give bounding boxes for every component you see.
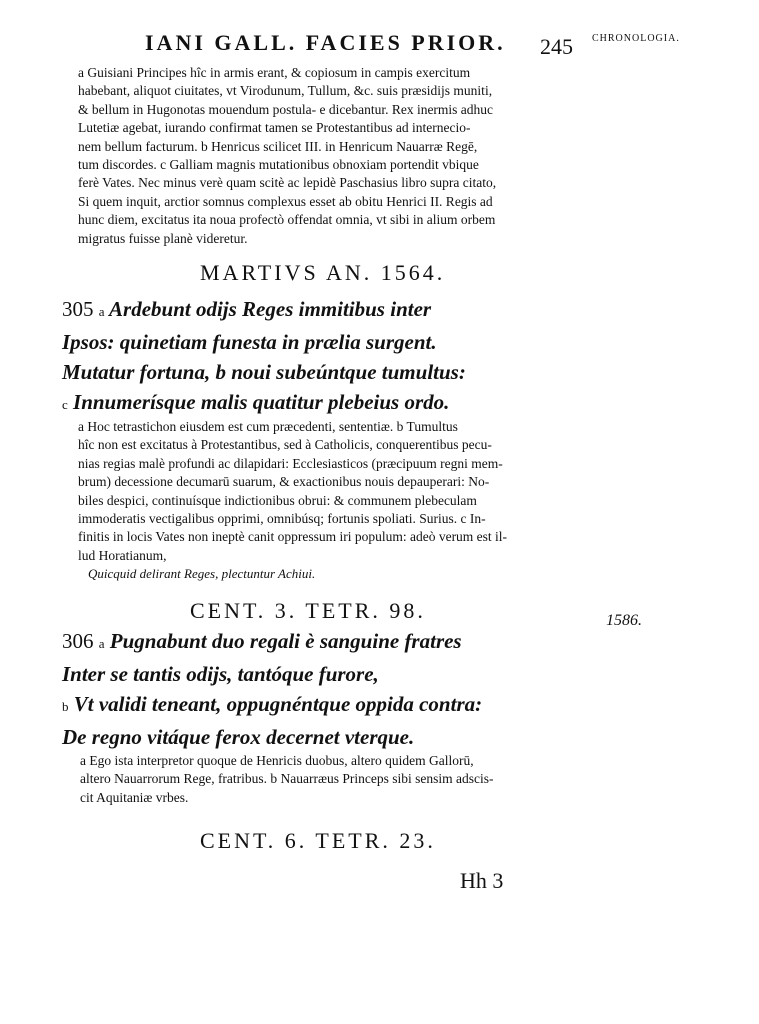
note-mark: c	[62, 397, 68, 412]
verse-line: Ipsos: quinetiam funesta in prælia surgent.	[62, 330, 437, 354]
margin-note-chronologia: CHRONOLOGIA.	[592, 33, 680, 44]
verse-line: Pugnabunt duo regali è sanguine fratres	[109, 629, 462, 653]
verse-line: De regno vitáque ferox decernet vterque.	[62, 725, 415, 749]
verse-line: Inter se tantis odijs, tantóque furore,	[62, 662, 379, 686]
commentary-line: Si quem inquit, arctior somnus complexus esset ab obitu Henrici II. Regis ad	[78, 193, 493, 209]
commentary-line: lud Horatianum,	[78, 547, 167, 563]
side-year: 1586.	[606, 612, 642, 629]
commentary-line: finitis in locis Vates non ineptè canit oppressum iri populum: adeò verum est il-	[78, 529, 508, 545]
commentary-line: nias regias malè profundi ac dilapidari: Ecclesiasticos (præcipuum regni mem-	[78, 455, 503, 471]
page-number: 245	[540, 34, 573, 59]
verse-line: Ardebunt odijs Reges immitibus inter	[109, 297, 432, 321]
commentary-line: tum discordes. c Galliam magnis mutationibus obnoxiam portendit vbique	[78, 157, 479, 173]
commentary-line: biles despici, continuísque indictionibus obrui: & communem plebeculam	[78, 492, 477, 508]
commentary-line: cit Aquitaniæ vrbes.	[80, 789, 189, 805]
commentary-line: hîc non est excitatus à Protestantibus, sed à Catholicis, conquerentibus pecu-	[78, 437, 492, 453]
commentary-line: hunc diem, excitatus ita noua profectò offendat omnia, vt sibi in alium orbem	[78, 212, 496, 228]
commentary-line: a Ego ista interpretor quoque de Henricis duobus, altero quidem Gallorū,	[80, 753, 474, 768]
section-heading-cent3: CENT. 3. TETR. 98.	[190, 598, 426, 623]
commentary-line: Lutetiæ agebat, iurando confirmat tamen se Protestantibus ad internecio-	[78, 120, 471, 136]
section-heading-martius: MARTIVS AN. 1564.	[200, 260, 446, 285]
note-mark: a	[98, 636, 105, 651]
commentary-line: immoderatis vectigalibus opprimi, omnibúsq; fortunis spoliati. Surius. c In-	[78, 511, 486, 527]
verse-number: 306	[62, 629, 94, 653]
commentary-line: habebant, aliquot ciuitates, vt Virodunum, Tullum, &c. suis præsidijs muniti,	[78, 83, 493, 99]
commentary-line: altero Nauarrorum Rege, fratribus. b Nauarræus Princeps sibi sensim adscis-	[80, 771, 494, 787]
commentary-line: a Guisiani Principes hîc in armis erant, & copiosum in campis exercitum	[78, 65, 471, 80]
signature-mark: Hh 3	[460, 868, 504, 893]
commentary-line: a Hoc tetrastichon eiusdem est cum præcedenti, sententiæ. b Tumultus	[78, 419, 458, 434]
commentary-line: migratus fuisse planè videretur.	[78, 230, 248, 246]
horace-quotation: Quicquid delirant Reges, plectuntur Achiui.	[88, 566, 316, 582]
verse-number: 305	[62, 297, 94, 321]
running-title: IANI GALL. FACIES PRIOR.	[145, 30, 506, 55]
verse-305	[62, 294, 466, 420]
commentary-top	[78, 64, 496, 248]
note-mark: a	[98, 304, 105, 319]
next-section-heading: CENT. 6. TETR. 23.	[200, 828, 436, 853]
commentary-line: brum) decessione decumarū suarum, & exactionibus nouis depauperari: No-	[78, 474, 490, 490]
commentary-line: ferè Vates. Nec minus verè quam scitè ac lepidè Paschasius libro supra citato,	[78, 175, 497, 191]
verse-line: Mutatur fortuna, b noui subeúntque tumultus:	[62, 360, 466, 384]
commentary-305	[78, 418, 507, 584]
verse-306	[62, 626, 482, 752]
verse-line: Innumerísque malis quatitur plebeius ordo.	[73, 390, 450, 414]
verse-line: Vt validi teneant, oppugnéntque oppida contra:	[73, 692, 483, 716]
commentary-306	[80, 752, 494, 807]
commentary-line: nem bellum facturum. b Henricus scilicet III. in Henricum Nauarræ Regē,	[78, 138, 478, 154]
note-mark: b	[62, 699, 69, 714]
commentary-line: & bellum in Hugonotas mouendum postula- e dicebantur. Rex inermis adhuc	[78, 101, 494, 117]
